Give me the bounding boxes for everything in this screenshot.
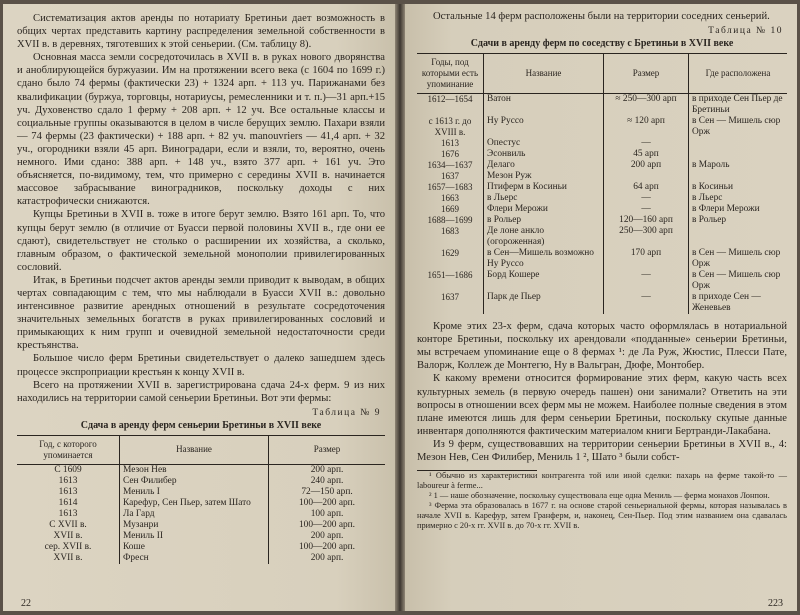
- column-header: Годы, под которыми есть упоминание: [417, 54, 484, 94]
- paragraph: Кроме этих 23-х ферм, сдача которых часто оформлялась в нотариальной конторе Бретиньи, поскольку их арендовали «подданные» сеньерии Бретиньи, мы встречаем упоминание еще о 8 фермах ¹: де Ла Руж, Жюстис, Плесси Пате, Валорж, Коллеж де Монтегю, Ну в Вальгран, Дюфе, Монтобер.: [417, 321, 787, 372]
- table-cell: в приходе Сен — Женевьев: [689, 292, 788, 314]
- table-cell: Делаго: [484, 160, 604, 171]
- table-cell: С 1609: [54, 464, 82, 475]
- table-row: [417, 116, 787, 138]
- table-row: [417, 171, 787, 182]
- table-cell: сер. XVII в.: [44, 541, 92, 552]
- farms-table: [17, 435, 385, 564]
- column-header: Год, с которого упоминается: [17, 435, 120, 464]
- table-row: [417, 182, 787, 193]
- table-cell: [689, 149, 788, 160]
- table-row: [417, 226, 787, 248]
- table-cell: Коше: [120, 542, 269, 553]
- table-cell: 1651—1686: [427, 270, 473, 281]
- table-cell: в Рольер: [689, 215, 788, 226]
- table-cell: Птиферм в Косиньи: [484, 182, 604, 193]
- table-cell: 100—200 арп.: [269, 520, 386, 531]
- table-cell: 1613: [58, 475, 78, 486]
- table-cell: 1629: [441, 248, 459, 259]
- table-cell: —: [604, 270, 689, 292]
- table-cell: Парк де Пьер: [484, 292, 604, 314]
- table-cell: 1613: [58, 486, 78, 497]
- table-cell: в Флери Мерожи: [689, 204, 788, 215]
- table-cell: XVII в.: [53, 530, 83, 541]
- table-cell: в Льерс: [689, 193, 788, 204]
- table-cell: 200 арп.: [269, 464, 386, 476]
- table-cell: 200 арп: [604, 160, 689, 171]
- table-cell: 1688—1699: [427, 215, 473, 226]
- table-row: [417, 248, 787, 270]
- table-row: [417, 215, 787, 226]
- table-cell: 100—200 арп.: [269, 498, 386, 509]
- table-cell: в Рольер: [484, 215, 604, 226]
- table-row: [417, 204, 787, 215]
- table-cell: Борд Кошере: [484, 270, 604, 292]
- table-cell: ≈ 250—300 арп: [604, 94, 689, 117]
- table-cell: 120—160 арп: [604, 215, 689, 226]
- table-cell: 1637: [441, 171, 459, 182]
- table-row: [17, 553, 385, 564]
- table-cell: 200 арп.: [269, 531, 386, 542]
- paragraph: Итак, в Бретиньи подсчет актов аренды земли приводит к выводам, в общих чертах совпадающим с тем, что мы наблюдали в Буасси XVII в.: довольно интенсивное развитие арендных отношений в результате сосредоточения значительных земельных богатств в руках привилегированных сословий и примыкающих к ним групп и очевидной земельной недостаточности среди крестьянства.: [17, 274, 385, 352]
- book-gutter: [395, 4, 405, 611]
- column-header: Размер: [604, 54, 689, 94]
- table-cell: 1669: [441, 204, 459, 215]
- table-cell: [604, 171, 689, 182]
- table-cell: 1663: [441, 193, 459, 204]
- table-row: [417, 138, 787, 149]
- table-cell: в приходе Сен Пьер де Бретиньи: [689, 94, 788, 117]
- table-number: Таблица № 10: [708, 26, 783, 37]
- table-cell: Карефур, Сен Пьер, затем Шато: [120, 498, 269, 509]
- table-cell: —: [604, 193, 689, 204]
- table-cell: Фресн: [120, 553, 269, 564]
- paragraph: Остальные 14 ферм расположены были на территории соседних сеньерий.: [433, 11, 770, 22]
- table-cell: 1634—1637: [427, 160, 473, 171]
- table-cell: 250—300 арп: [604, 226, 689, 248]
- footnote: ³ Ферма эта образовалась в 1677 г. на основе старой сеньериальной фермы, которая называлась в начале XVII в. Карефур, затем Гранферм, и, наконец, Сен-Пьер. Под этим названием она сдавалась примерно с 20-х гг. XVII в. до 70-х гг. XVII в.: [417, 501, 787, 531]
- table-cell: 240 арп.: [269, 476, 386, 487]
- table-row: [17, 498, 385, 509]
- paragraph: Систематизация актов аренды по нотариату Бретиньи дает возможность в общих чертах представить картину распределения земельной собственности в XVII в. в деревнях, тяготевших к этой сеньерии. (См. таблицу 8).: [17, 13, 385, 51]
- table-row: [17, 509, 385, 520]
- table-cell: 1613: [441, 138, 459, 149]
- table-cell: 1676: [441, 149, 459, 160]
- table-cell: в Сен — Мишель сюр Орж: [689, 270, 788, 292]
- table-cell: Ватон: [484, 94, 604, 117]
- table-row: [417, 270, 787, 292]
- table-cell: 1657—1683: [427, 182, 473, 193]
- column-header: Размер: [269, 435, 386, 464]
- table-cell: 1612—1654: [427, 94, 473, 105]
- table-cell: 1613: [58, 508, 78, 519]
- table-cell: 1637: [441, 292, 459, 303]
- table-cell: Мениль II: [120, 531, 269, 542]
- table-cell: в Сен — Мишель сюр Орж: [689, 248, 788, 270]
- table-cell: 170 арп: [604, 248, 689, 270]
- footnote: ² 1 — наше обозначение, поскольку существовала еще одна Мениль — ферма монахов Лонпон.: [429, 491, 770, 501]
- table-row: [417, 292, 787, 314]
- table-row: [17, 487, 385, 498]
- table-cell: в Сен—Мишель возможно Ну Руссо: [484, 248, 604, 270]
- table-cell: Музанри: [120, 520, 269, 531]
- table-cell: 100—200 арп.: [269, 542, 386, 553]
- column-header: Название: [484, 54, 604, 94]
- table-row: [17, 531, 385, 542]
- table-row: [417, 193, 787, 204]
- table-cell: С XVII в.: [49, 519, 87, 530]
- paragraph: Из 9 ферм, существовавших на территории сеньерии Бретиньи в XVII в., 4: Мезон Нев, Сен Филибер, Мениль 1 ², Шато ³ были собст-: [417, 438, 787, 464]
- table-cell: 1614: [58, 497, 78, 508]
- paragraph: Всего на протяжении XVII в. зарегистрирована сдача 24-х ферм. 9 из них находились на территории самой сеньерии Бретиньи. Вот эти фермы:: [17, 379, 385, 404]
- table-cell: 72—150 арп.: [269, 487, 386, 498]
- table-cell: XVII в.: [53, 552, 83, 563]
- table-row: [417, 160, 787, 171]
- table-row: [417, 149, 787, 160]
- table-cell: Мениль I: [120, 487, 269, 498]
- table-cell: Ла Гард: [120, 509, 269, 520]
- table-cell: Флери Мерожи: [484, 204, 604, 215]
- table-cell: —: [604, 138, 689, 149]
- table-cell: 45 арп: [604, 149, 689, 160]
- table-body: [417, 94, 787, 315]
- table-cell: —: [604, 204, 689, 215]
- table-row: [17, 542, 385, 553]
- table-row: [17, 464, 385, 476]
- table-cell: Мезон Руж: [484, 171, 604, 182]
- table-cell: с 1613 г. до XVIII в.: [428, 116, 472, 138]
- table-cell: Сен Филибер: [120, 476, 269, 487]
- table-cell: [689, 171, 788, 182]
- table-row: [17, 476, 385, 487]
- column-header: Где расположена: [689, 54, 788, 94]
- table-cell: [689, 138, 788, 149]
- table-row: [417, 94, 787, 117]
- neighbor-farms-table: [417, 53, 787, 314]
- table-cell: в Льерс: [484, 193, 604, 204]
- table-row: [17, 520, 385, 531]
- table-cell: Де лоне анкло (огороженная): [484, 226, 604, 248]
- table-title: Сдачи в аренду ферм по соседству с Бретиньи в XVII веке: [470, 38, 734, 50]
- table-cell: в Косиньи: [689, 182, 788, 193]
- table-cell: 100 арп.: [269, 509, 386, 520]
- table-cell: Эсонвиль: [484, 149, 604, 160]
- table-cell: Опестус: [484, 138, 604, 149]
- table-cell: 64 арп: [604, 182, 689, 193]
- footnote: ¹ Обычно из характеристики контрагента той или иной сделки: пахарь на ферме такой-то — laboureur à ferme...: [417, 471, 787, 491]
- table-cell: ≈ 120 арп: [604, 116, 689, 138]
- table-cell: —: [604, 292, 689, 314]
- table-cell: Мезон Нев: [120, 464, 269, 476]
- paragraph: К какому времени относится формирование этих ферм, какую часть всех культурных земель (в первую очередь пашен) они занимали? Ответить на эти вопросы в отношении всех ферм мы не можем. Наиболее полные сведения в этом плане имеются лишь для ферм сеньерии Бретиньи, поскольку скупые данные инвентаря дополняются фактическим материалом книги Бертранди-Лакабана.: [417, 373, 787, 437]
- page-number: 223: [768, 598, 783, 609]
- table-cell: 200 арп.: [269, 553, 386, 564]
- table-body: [17, 464, 385, 564]
- paragraph: Купцы Бретиньи в XVII в. тоже в итоге берут землю. Взято 161 арп. То, что купцы берут землю (в отличие от Буасси первой половины XVII в., где они ее сдают), свидетельствует не столько о расширении их хозяйства, а сколько, главным образом, о фактической земельной монополии привилегированных сословий.: [17, 209, 385, 273]
- left-page: [3, 4, 395, 611]
- table-cell: 1683: [441, 226, 459, 237]
- right-page: [405, 4, 797, 611]
- table-cell: в Сен — Мишель сюр Орж: [689, 116, 788, 138]
- paragraph: Большое число ферм Бретиньи свидетельствует о далеко зашедшем здесь процессе экспроприации крестьян к концу XVII в.: [17, 353, 385, 378]
- table-cell: Ну Руссо: [484, 116, 604, 138]
- column-header: Название: [120, 435, 269, 464]
- page-number: 22: [21, 598, 31, 609]
- table-number: Таблица № 9: [312, 407, 381, 418]
- table-cell: [689, 226, 788, 248]
- paragraph: Основная масса земли сосредоточилась в XVII в. в руках нового дворянства и аноблирующейся буржуазии. Им на протяжении всего века (с 1604 по 1699 г.) сдано было 74 фермы (фактически 23) + 1324 арп. + 113 уч. Парижанами без квалификации (буржуа, торговцы, нотариусы, ремесленники и т. п.)—31 арп.+15 уч. Духовенство сдало 1 ферму + 208 арп. + 12 уч. Все остальные классы и социальные группы оказываются в целом в числе берущих землю. Пахари взяли — 74 фермы (23 фактически) + 188 арп. + 82 уч. manouvriers — 41,4 арп. + 32 уч., огородники взяли 45 арп. Виноградари, если и взяли, то, вероятно, очень немного. Ими сдано: 388 арп. + 148 уч., взято 377 арп. + 161 уч. Это объясняется, по-видимому, тем, что примерно с середины XVII в. начинается массовое забрасывание виноградников, поскольку доходы с них катастрофически снижаются.: [17, 52, 385, 208]
- table-title: Сдача в аренду ферм сеньерии Бретиньи в XVII веке: [80, 419, 322, 431]
- table-cell: в Мароль: [689, 160, 788, 171]
